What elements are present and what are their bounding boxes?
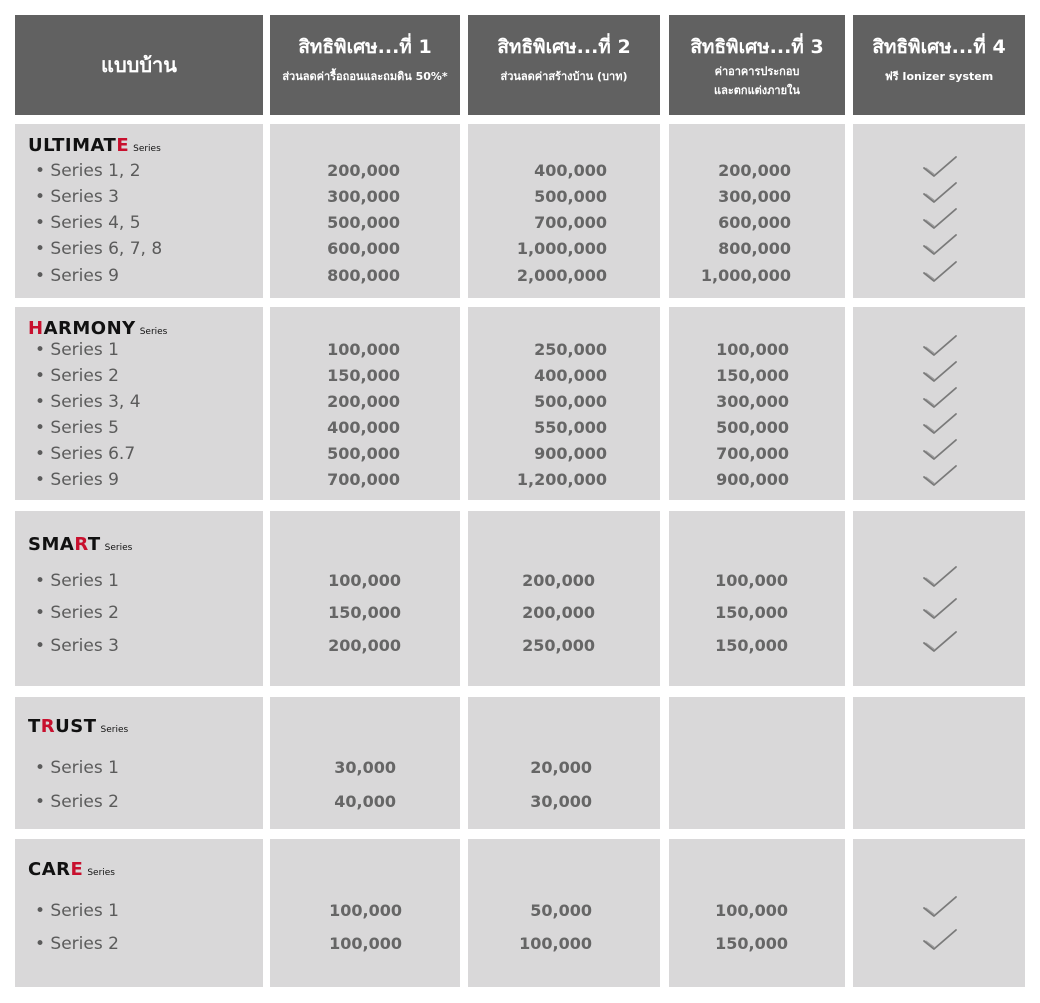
smart-value-p3: 150,000 xyxy=(715,603,788,622)
ultimate-row-label: • Series 9 xyxy=(35,266,119,286)
trust-value-p1: 30,000 xyxy=(334,758,396,777)
care-value-p1: 100,000 xyxy=(329,934,402,953)
smart-title-suffix: Series xyxy=(104,543,133,553)
smart-value-p2: 200,000 xyxy=(522,603,595,622)
check-icon xyxy=(922,464,958,488)
harmony-value-p3: 150,000 xyxy=(716,366,789,385)
harmony-series-title xyxy=(28,318,167,339)
trust-value-p1: 40,000 xyxy=(334,792,396,811)
harmony-value-p3: 900,000 xyxy=(716,470,789,489)
header-privilege-4-title: สิทธิพิเศษ...ที่ 4 xyxy=(872,36,1006,58)
check-icon xyxy=(922,630,958,654)
harmony-row-label: • Series 5 xyxy=(35,418,119,438)
care-series-title xyxy=(28,859,115,880)
ultimate-value-p3: 600,000 xyxy=(718,213,791,232)
check-icon xyxy=(922,207,958,231)
trust-cell-p3 xyxy=(669,697,845,829)
care-value-p2: 100,000 xyxy=(519,934,592,953)
smart-value-p1: 150,000 xyxy=(328,603,401,622)
smart-cell-p3 xyxy=(669,511,845,686)
header-model xyxy=(15,15,263,115)
smart-title-mark: R xyxy=(74,534,88,555)
care-value-p3: 150,000 xyxy=(715,934,788,953)
trust-title-part-a: T xyxy=(28,716,41,737)
harmony-value-p3: 100,000 xyxy=(716,340,789,359)
check-icon xyxy=(922,181,958,205)
harmony-value-p2: 900,000 xyxy=(534,444,607,463)
header-privilege-3-sub2: และตกแต่งภายใน xyxy=(714,84,800,97)
check-icon xyxy=(922,155,958,179)
harmony-row-label: • Series 6.7 xyxy=(35,444,136,464)
smart-value-p3: 150,000 xyxy=(715,636,788,655)
check-icon xyxy=(922,260,958,284)
check-icon xyxy=(922,438,958,462)
ultimate-value-p3: 800,000 xyxy=(718,239,791,258)
ultimate-title-mark: E xyxy=(116,135,130,156)
ultimate-value-p1: 800,000 xyxy=(327,266,400,285)
smart-title-part-b: T xyxy=(87,534,101,555)
ultimate-value-p3: 300,000 xyxy=(718,187,791,206)
harmony-value-p2: 250,000 xyxy=(534,340,607,359)
smart-cell-p1 xyxy=(270,511,460,686)
header-privilege-1-title: สิทธิพิเศษ...ที่ 1 xyxy=(298,36,432,58)
ultimate-value-p2: 400,000 xyxy=(534,161,607,180)
trust-series-title xyxy=(28,716,128,737)
ultimate-row-label: • Series 6, 7, 8 xyxy=(35,239,163,259)
harmony-row-label: • Series 1 xyxy=(35,340,119,360)
harmony-value-p2: 550,000 xyxy=(534,418,607,437)
harmony-title-mark: H xyxy=(28,318,44,339)
harmony-value-p1: 200,000 xyxy=(327,392,400,411)
care-row-label: • Series 1 xyxy=(35,901,119,921)
header-privilege-3-sub1: ค่าอาคารประกอบ xyxy=(714,65,800,78)
care-title-suffix: Series xyxy=(87,868,115,878)
header-privilege-2-title: สิทธิพิเศษ...ที่ 2 xyxy=(497,36,631,58)
care-title-part-a: CAR xyxy=(28,859,71,880)
trust-value-p2: 30,000 xyxy=(530,792,592,811)
header-privilege-3-title: สิทธิพิเศษ...ที่ 3 xyxy=(690,36,824,58)
smart-title-part-a: SMA xyxy=(28,534,75,555)
ultimate-value-p1: 300,000 xyxy=(327,187,400,206)
check-icon xyxy=(922,233,958,257)
header-privilege-4 xyxy=(853,15,1025,115)
harmony-value-p2: 400,000 xyxy=(534,366,607,385)
harmony-value-p2: 1,200,000 xyxy=(516,470,607,489)
harmony-value-p1: 100,000 xyxy=(327,340,400,359)
ultimate-series-title xyxy=(28,135,161,156)
header-privilege-2-sub: ส่วนลดค่าสร้างบ้าน (บาท) xyxy=(500,70,628,83)
trust-row-label: • Series 2 xyxy=(35,792,119,812)
smart-row-label: • Series 1 xyxy=(35,571,119,591)
harmony-row-label: • Series 2 xyxy=(35,366,119,386)
header-privilege-1 xyxy=(270,15,460,115)
harmony-value-p3: 700,000 xyxy=(716,444,789,463)
check-icon xyxy=(922,334,958,358)
trust-title-mark: R xyxy=(40,716,56,737)
check-icon xyxy=(922,386,958,410)
ultimate-value-p1: 200,000 xyxy=(327,161,400,180)
smart-value-p1: 200,000 xyxy=(328,636,401,655)
trust-row-label: • Series 1 xyxy=(35,758,119,778)
smart-cell-p2 xyxy=(468,511,660,686)
harmony-value-p2: 500,000 xyxy=(534,392,607,411)
harmony-title-part-b: ARMONY xyxy=(43,318,136,339)
care-value-p1: 100,000 xyxy=(329,901,402,920)
harmony-value-p1: 500,000 xyxy=(327,444,400,463)
trust-cell-p4 xyxy=(853,697,1025,829)
smart-row-label: • Series 3 xyxy=(35,636,119,656)
harmony-title-suffix: Series xyxy=(139,327,168,337)
smart-value-p1: 100,000 xyxy=(328,571,401,590)
check-icon xyxy=(922,928,958,952)
care-value-p2: 50,000 xyxy=(530,901,592,920)
ultimate-value-p2: 500,000 xyxy=(534,187,607,206)
harmony-row-label: • Series 9 xyxy=(35,470,119,490)
header-privilege-1-sub: ส่วนลดค่ารื้อถอนและถมดิน 50%* xyxy=(282,70,448,83)
harmony-value-p1: 400,000 xyxy=(327,418,400,437)
ultimate-row-label: • Series 4, 5 xyxy=(35,213,141,233)
check-icon xyxy=(922,412,958,436)
header-privilege-3 xyxy=(669,15,845,115)
ultimate-value-p1: 600,000 xyxy=(327,239,400,258)
care-row-label: • Series 2 xyxy=(35,934,119,954)
trust-title-part-b: UST xyxy=(55,716,97,737)
ultimate-value-p3: 1,000,000 xyxy=(700,266,791,285)
check-icon xyxy=(922,565,958,589)
smart-value-p2: 250,000 xyxy=(522,636,595,655)
smart-value-p2: 200,000 xyxy=(522,571,595,590)
smart-value-p3: 100,000 xyxy=(715,571,788,590)
care-value-p3: 100,000 xyxy=(715,901,788,920)
header-privilege-4-sub: ฟรี Ionizer system xyxy=(884,70,994,83)
ultimate-value-p2: 2,000,000 xyxy=(516,266,607,285)
ultimate-value-p2: 700,000 xyxy=(534,213,607,232)
trust-title-suffix: Series xyxy=(100,725,129,735)
ultimate-row-label: • Series 1, 2 xyxy=(35,161,141,181)
smart-series-title xyxy=(28,534,132,555)
smart-row-label: • Series 2 xyxy=(35,603,119,623)
ultimate-title-part-a: ULTIMAT xyxy=(28,135,117,156)
ultimate-title-suffix: Series xyxy=(133,144,161,154)
care-title-mark: E xyxy=(70,859,84,880)
harmony-value-p3: 300,000 xyxy=(716,392,789,411)
trust-value-p2: 20,000 xyxy=(530,758,592,777)
header-model-title: แบบบ้าน xyxy=(101,53,177,77)
header-privilege-2 xyxy=(468,15,660,115)
check-icon xyxy=(922,597,958,621)
ultimate-value-p2: 1,000,000 xyxy=(516,239,607,258)
check-icon xyxy=(922,360,958,384)
harmony-value-p1: 150,000 xyxy=(327,366,400,385)
harmony-value-p1: 700,000 xyxy=(327,470,400,489)
check-icon xyxy=(922,895,958,919)
ultimate-value-p3: 200,000 xyxy=(718,161,791,180)
harmony-row-label: • Series 3, 4 xyxy=(35,392,141,412)
harmony-value-p3: 500,000 xyxy=(716,418,789,437)
ultimate-row-label: • Series 3 xyxy=(35,187,119,207)
ultimate-value-p1: 500,000 xyxy=(327,213,400,232)
